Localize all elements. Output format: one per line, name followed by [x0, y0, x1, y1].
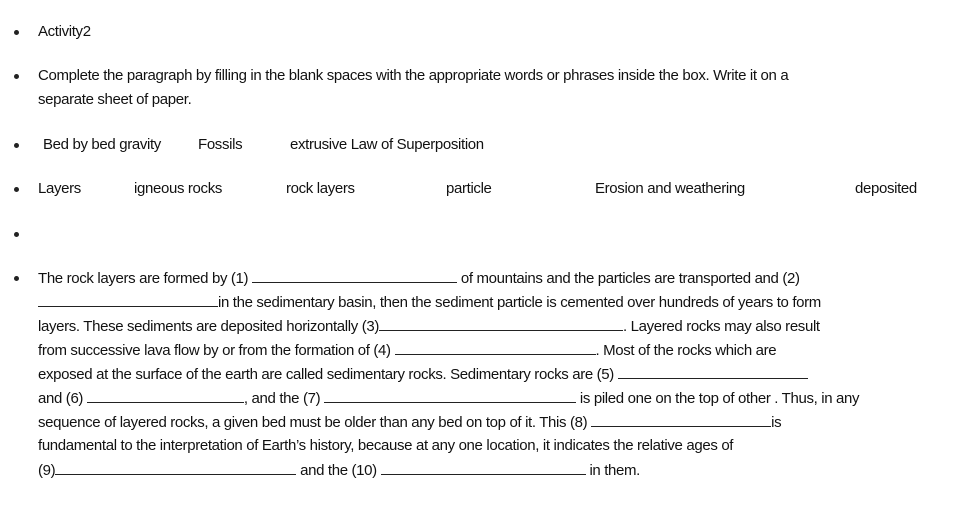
instructions-line-2: separate sheet of paper. [38, 91, 192, 108]
bullet [14, 30, 19, 35]
text: from successive lava flow by or from the formation of (4) [38, 342, 395, 359]
text: layers. These sediments are deposited horizontally (3) [38, 318, 380, 335]
text: sequence of layered rocks, a given bed must be older than any bed on top of it. This (8) [38, 414, 592, 431]
text: and (6) [38, 390, 87, 407]
text: is piled one on the top of other . Thus, in any [576, 390, 860, 407]
text: is [771, 414, 782, 431]
bullet [14, 143, 19, 148]
word-bed-by-bed-gravity: Bed by bed gravity [43, 136, 161, 153]
text: , and the (7) [243, 390, 325, 407]
blank-4 [395, 340, 596, 355]
text: . Layered rocks may also result [623, 318, 820, 335]
bullet [14, 187, 19, 192]
bullet [14, 276, 19, 281]
blank-3 [379, 316, 623, 331]
word-fossils: Fossils [198, 136, 243, 153]
text: The rock layers are formed by (1) [38, 270, 253, 287]
blank-6 [87, 388, 244, 403]
bullet [14, 74, 19, 79]
bullet [14, 232, 19, 237]
blank-9 [55, 460, 296, 475]
blank-5 [618, 364, 808, 379]
text: . Most of the rocks which are [595, 342, 777, 359]
blank-10 [381, 460, 586, 475]
instructions-line-1: Complete the paragraph by filling in the blank spaces with the appropriate words or phrases inside the box. Write it on a [38, 67, 789, 84]
blank-7 [324, 388, 576, 403]
activity-title: Activity2 [38, 23, 91, 40]
text: in the sedimentary basin, then the sediment particle is cemented over hundreds of years to form [218, 294, 821, 311]
word-deposited: deposited [855, 180, 917, 197]
text: fundamental to the interpretation of Earth’s history, because at any one location, it indicates the relative ages of [38, 437, 734, 454]
word-layers: Layers [38, 180, 81, 197]
blank-1 [252, 268, 457, 283]
word-erosion-weathering: Erosion and weathering [595, 180, 745, 197]
text: and the (10) [296, 462, 381, 479]
text: (9) [38, 462, 56, 479]
word-extrusive-law: extrusive Law of Superposition [290, 136, 484, 153]
text: in them. [585, 462, 640, 479]
blank-2 [38, 292, 218, 307]
word-igneous-rocks: igneous rocks [134, 180, 222, 197]
word-rock-layers: rock layers [286, 180, 355, 197]
text: exposed at the surface of the earth are called sedimentary rocks. Sedimentary rocks are (5) [38, 366, 618, 383]
word-particle: particle [446, 180, 492, 197]
text: of mountains and the particles are transported and (2) [457, 270, 800, 287]
blank-8 [591, 412, 771, 427]
